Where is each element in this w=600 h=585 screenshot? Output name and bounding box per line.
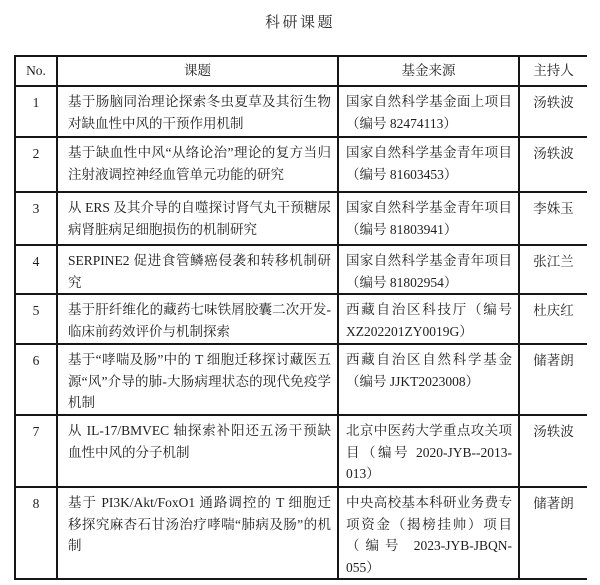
topic-cell: 从 ERS 及其介导的自噬探讨肾气丸干预糖尿病肾脏病足细胞损伤的机制研究 xyxy=(57,192,338,245)
row-number-cell: 2 xyxy=(15,137,57,192)
fund-source-cell: 西藏自治区自然科学基金（编号 JJKT2023008） xyxy=(338,344,519,415)
leader-cell: 张江兰 xyxy=(519,245,587,294)
empty-cell xyxy=(519,579,587,580)
header-no: No. xyxy=(15,56,57,86)
page-title: 科研课题 xyxy=(264,15,335,31)
empty-cell xyxy=(57,579,338,580)
header-row xyxy=(15,56,587,86)
fund-source-cell: 国家自然科学基金青年项目（编号 81802954） xyxy=(338,245,519,294)
leader-cell: 汤轶波 xyxy=(519,415,587,487)
topic-cell: 基于“哮喘及肠”中的 T 细胞迁移探讨藏医五源“风”介导的肺-大肠病理状态的现代免疫学机制 xyxy=(57,344,338,415)
header-leader: 主持人 xyxy=(519,56,587,86)
table-row xyxy=(15,192,587,245)
table-row-partial xyxy=(15,579,587,580)
leader-cell: 储著朗 xyxy=(519,344,587,415)
table-row xyxy=(15,344,587,415)
fund-source-cell: 国家自然科学基金青年项目（编号 81803941） xyxy=(338,192,519,245)
leader-cell: 李姝玉 xyxy=(519,192,587,245)
leader-cell: 储著朗 xyxy=(519,487,587,579)
fund-source-cell: 北京中医药大学重点攻关项目（编号 2020-JYB--2013-013） xyxy=(338,415,519,487)
topic-cell: 基于 PI3K/Akt/FoxO1 通路调控的 T 细胞迁移探究麻杏石甘汤治疗哮喘“肺病及肠”的机制 xyxy=(57,487,338,579)
header-fund: 基金来源 xyxy=(338,56,519,86)
header-topic: 课题 xyxy=(57,56,338,86)
research-table-container xyxy=(14,55,587,580)
row-number-cell: 5 xyxy=(15,294,57,344)
fund-source-cell: 中央高校基本科研业务费专项资金（揭榜挂帅）项目（编号 2023-JYB-JBQN-055） xyxy=(338,487,519,579)
leader-cell: 汤轶波 xyxy=(519,86,587,137)
leader-cell: 汤轶波 xyxy=(519,137,587,192)
row-number-cell: 1 xyxy=(15,86,57,137)
fund-source-cell: 国家自然科学基金青年项目（编号 81603453） xyxy=(338,137,519,192)
topic-cell: 基于肝纤维化的藏药七味铁屑胶囊二次开发-临床前药效评价与机制探索 xyxy=(57,294,338,344)
table-row xyxy=(15,86,587,137)
row-number-cell: 3 xyxy=(15,192,57,245)
empty-cell xyxy=(15,579,57,580)
table-row xyxy=(15,415,587,487)
topic-cell: SERPINE2 促进食管鳞癌侵袭和转移机制研究 xyxy=(57,245,338,294)
row-number-cell: 4 xyxy=(15,245,57,294)
leader-cell: 杜庆红 xyxy=(519,294,587,344)
table-row xyxy=(15,487,587,579)
research-projects-table xyxy=(14,55,587,580)
topic-cell: 从 IL-17/BMVEC 轴探索补阳还五汤干预缺血性中风的分子机制 xyxy=(57,415,338,487)
row-number-cell: 8 xyxy=(15,487,57,579)
table-row xyxy=(15,245,587,294)
table-row xyxy=(15,294,587,344)
topic-cell: 基于肠脑同治理论探索冬虫夏草及其衍生物对缺血性中风的干预作用机制 xyxy=(57,86,338,137)
fund-source-cell: 国家自然科学基金面上项目（编号 82474113） xyxy=(338,86,519,137)
empty-cell xyxy=(338,579,519,580)
row-number-cell: 7 xyxy=(15,415,57,487)
table-row xyxy=(15,137,587,192)
topic-cell: 基于缺血性中风“从络论治”理论的复方当归注射液调控神经血管单元功能的研究 xyxy=(57,137,338,192)
row-number-cell: 6 xyxy=(15,344,57,415)
fund-source-cell: 西藏自治区科技厅（编号 XZ202201ZY0019G） xyxy=(338,294,519,344)
